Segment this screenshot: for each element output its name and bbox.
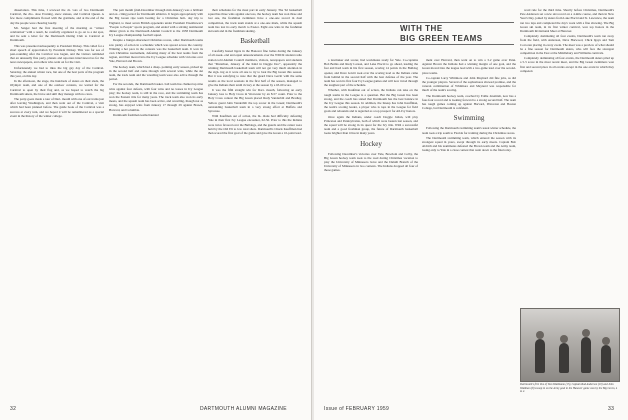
paragraph: their schedules for the most part in early January. The '62 basketball squad has three wins against one loss, the hockey team has won three and lost one, the freshman swimmers have a one-one record in dual competition, the track team stands at a one-one mark, while the squash team has lost its early match to Exeter. Eight one wins in the freshman ski team and in the freshman skating.: [208, 8, 302, 34]
left-page: [0, 0, 312, 420]
paragraph: ward rule for the third time. Shortly before Christmas, Dartmouth's Pete Anderson set a new ski record on a 4-mile course, and then in New Year's Day, joined by skiers from Lake Placid and St. Lawrence, the team ran two laps and completed the day's work with a fine showing. The Big Green ski team, in its first winter carnival, won top honors in the Dartmouth Invitational Meet at Hanover.: [520, 8, 614, 34]
paragraph: Unfortunately we had to miss the big gay day of the Carnival. Saturday, the annual winter race, but one of the best parts of the program this year, on this day.: [10, 65, 104, 79]
paragraph: With Kaufman out of action, the In- dians had difficulty defeating Yale in their first Ivy League encounter, 62-56. Prior to this the Indians were twice favored over the Bulldogs, and the guards and the center were held by the Old Eli to low total shots. Dartmouth's Chuck Kauffman had then scored the first goal of the game and gave the Green a 10-point lead.: [208, 114, 302, 136]
paragraph: This was presented subsequently to President Dickey. This called for a short speech of appreciation by President Dickey. This was for sea of past-rounding after the Carnival was begun, and the visitors reminded that an unusually fine party, planets and reporters interviewed us for the news newspapers, and others who went on for the visit.: [10, 43, 104, 65]
title-line-1: WITH THE: [400, 24, 443, 33]
paragraph: Mr. Sanger had the first meeting of the morning as "winter celebration" with a result, he carefully organized to go on to a ski spot, and he sent a letter for the Dartmouth Outing Club to Carnival at Dartmouth.: [10, 25, 104, 43]
player-figure: [581, 337, 591, 373]
hockey-photo: [520, 308, 620, 382]
issue-footer: Issue of FEBRUARY 1959: [324, 406, 390, 412]
paragraph: Co-captain Larry Whitmore and John Maynard did fine jobs, as did the younger players. Several of the sophomores showed promise, and the veteran combination of Whitmore and Maynard was responsible for much of the team's scoring.: [422, 75, 516, 93]
title-rule: [324, 44, 514, 45]
paragraph: The hockey team, which had a disap- pointing early season, picked up in the second half and came through with several wins, while the ski team, the track team and the wrestling team were also active through the period.: [109, 64, 203, 82]
player-figure: [535, 339, 545, 373]
paragraph: The party-goers made a tour of Dart- mouth with one of our trains just after leaving Washington, and then went out of the Carnival, a visit which had been planned before. The guide book of the Carnival was a success at every turn, and we hoped it will be remembered as a special event in the history of the winter college.: [10, 97, 104, 118]
paragraph: Following the Dartmouth swimming team's usual winter schedule, the team took a trip south to Florida for training during the Christmas recess.: [422, 126, 516, 135]
paragraph: The Dartmouth swimming team, which entered the season with its strongest squad in years, swept through its early meets. Captain Bob Aldrich and his teammates defeated the Brown team and the Army team, losing only to Yale in a close contest that went down to the final relay.: [422, 135, 516, 153]
paragraph: Completely dominating all four events, the Dartmouth skiers piled up a 5-5 score in the most recent meet, and the Big Green swimmers won first and second place in all events except in the one event in which they competed.: [520, 56, 614, 73]
left-column-2: [109, 8, 203, 392]
left-column-3: [208, 8, 302, 392]
player-figure: [601, 345, 611, 373]
paragraph: Once again the Indians, under coach Doggie Julian, will play Princeton and Pennsylvania, both of which were beaten last season, and the squad will be strong in its quest for the Ivy title. With a successful team and a good freshman group, the future of Dartmouth basketball looks brighter than it has in many years.: [324, 114, 418, 136]
paragraph: It was the fifth straight win for Dart- mouth, following an early January loss to Holy Cross in Worcester by an 8-57 count. Prior to the Holy Cross contest the Big Green placed Rudy Vanderbilt and Bradley, Yellow guard John Vanderbilt the top scorer in the Green; Dartmouth's outstanding basketball team in a very strong effort at Buffalo and Syracuse.: [208, 88, 302, 114]
photo-caption: Dartmouth's first line of Tom Waldmann (15), Captain Rod Anderson (10) and John Waldman (8) swoop in on the Army goal in the Hanover game won by the Big Green, 4 to 2.: [520, 383, 618, 394]
paragraph: Whether, with Kaufman out of action, the Indians can take on the tough teams in the League is a question. But the Big Green has been strong, and the coach has stated that Dartmouth has the best balance in the Ivy League this season. In addition, the lineup has John Kauffman, the team's scoring leader, a player who is tops in the League for field goals and rebounds and is regarded as a top prospect for All-Ivy honors.: [324, 88, 418, 114]
paragraph: dissertation. This time, I screwed the di- vots of two Dartmouth Carnival, the cho- dose Evening, snow statues, and Carnival Queen. A few more compliments flowed with the gratitude, and at the end of the day the people were cheering loudly.: [10, 8, 104, 25]
article-title: [324, 10, 514, 50]
paragraph: a lawmaker and scorer, had workmates ready for Yale. Co-captains Bob Bemis and Rudy Larson, and Lake Placid to go ahead, leading the fast and hard team in his first season, scoring 14 points in the Bulldog opener, and Dave Gavitt took over the scoring load as the Indians came from behind in the second half with the best defense of the year. The team has won its first four Ivy League games and will now travel through the toughest part of the schedule.: [324, 58, 418, 88]
right-column-1: [324, 58, 418, 392]
paragraph: For the seconds, the Dartmouth basket- ball team has chalked up nine wins against four defeats, with four wins and no losses in Ivy League play; the hockey team, is still in the race, and the swimming team has won the Eastern title for many years. The track team also won its early meets, and the squash team has been active, and wrestling, though not as strong, has enjoyed wins from January 17 through 29 against Brown, Harvard, and Columbia.: [109, 82, 203, 112]
left-column-1: [10, 8, 104, 392]
paragraph: In the afternoon, the stage, the hundreds of skiers on their sleds, the Olympic team, and one of the outdoor contests, we waited for the Carnival to open by their flag and, as we hoped to watch the big Dartmouth skiers, the brave and skill they manage with no cares.: [10, 79, 104, 96]
player-figure: [559, 343, 569, 373]
title-rule: [324, 22, 514, 23]
right-column-3: [520, 8, 614, 302]
paragraph: Dartmouth freshman teams haunted: [113, 112, 159, 117]
paragraph: Carefully honed ligers in the Hanover fine ladies during the January of all-week- end and equal announcements over the WDCR student radio station told Alumni Council members, visitors, newspapers and students that "Marathon, January of the Kind in Daggie Doc", apparently the winning Dartmouth basketball team will not get very much attention in the sign- ing as it were all one to try to beat the Big Green this season. But it was satisfying to note that the guard Dave Gavitt with the same results as the local sessions in the first half of the season, managed to give the Indians their tenth victory at the season by a 63-60 score.: [208, 49, 302, 87]
paragraph: Completely dominating all four events, Dartmouth's team ran away from the field, with Anderson, Dave Harwood, Chick Igaya and Tom Corcoran placing in every event. The meet was a preview of what should be a fine season for Dartmouth skiers, who will face the strongest competition in the East at the Middlebury and Williams carnivals.: [520, 34, 614, 56]
paragraph: Following December's victories over Yale, Bowdoin and Colby, the Big Green hockey team took to the road during Christmas vacation to play the University of Minnesota twice and the Duluth Branch of the University of Minnesota in two contests. The Indians dropped all four of those games.: [324, 151, 418, 173]
right-page: [314, 0, 628, 420]
page-number: 32: [10, 406, 17, 412]
section-heading-basketball: Basketball: [240, 37, 270, 46]
page-number: 33: [608, 406, 615, 412]
right-column-2: [422, 58, 516, 392]
paragraph: The Dartmouth hockey team, coached by Eddie Jeremiah, now has a four-four record and is looking forward to a strong second half. The team has tough games coming up against Harvard, Princeton and Boston College, but Dartmouth is confident.: [422, 93, 516, 111]
magazine-footer: DARTMOUTH ALUMNI MAGAZINE: [200, 406, 287, 412]
paragraph: Despite a hunger-shortened Christmas recess, other Dartmouth teams saw plenty of action in a schedule which was spread across the country. Winning a hot pace in the contests was the basketball team. It won its own Christmas tournament, defeating many of the best teams from the region, and then moved into the Ivy League schedule with victories over Yale, Harvard and Brown.: [109, 38, 203, 64]
title-line-2: BIG GREEN TEAMS: [400, 34, 483, 43]
section-heading-swimming: Swimming: [453, 114, 485, 123]
paragraph: ment over Harvard, then went on to win a 3-2 game over Penn. Against Brown the Indians had a winning margin of one goal, and the Green moved into the league lead with a two-game lead over the second-place teams.: [422, 58, 516, 75]
paragraph: The pair month (mid-December through mid-January) was a brilliant and ex- citing period for Dartmouth athletics. It began appropriately with the Big Green ripe team beating for a Christmas holi- day trip to England, to meet seven British opponents under President Eisenhower's "People to People" sports program, and ended with a stirring testimonial dinner given to the Dartmouth Alumni Council to the 1958 Dartmouth Ivy League championship football squad.: [109, 8, 203, 38]
section-heading-hockey: Hockey: [360, 139, 382, 148]
